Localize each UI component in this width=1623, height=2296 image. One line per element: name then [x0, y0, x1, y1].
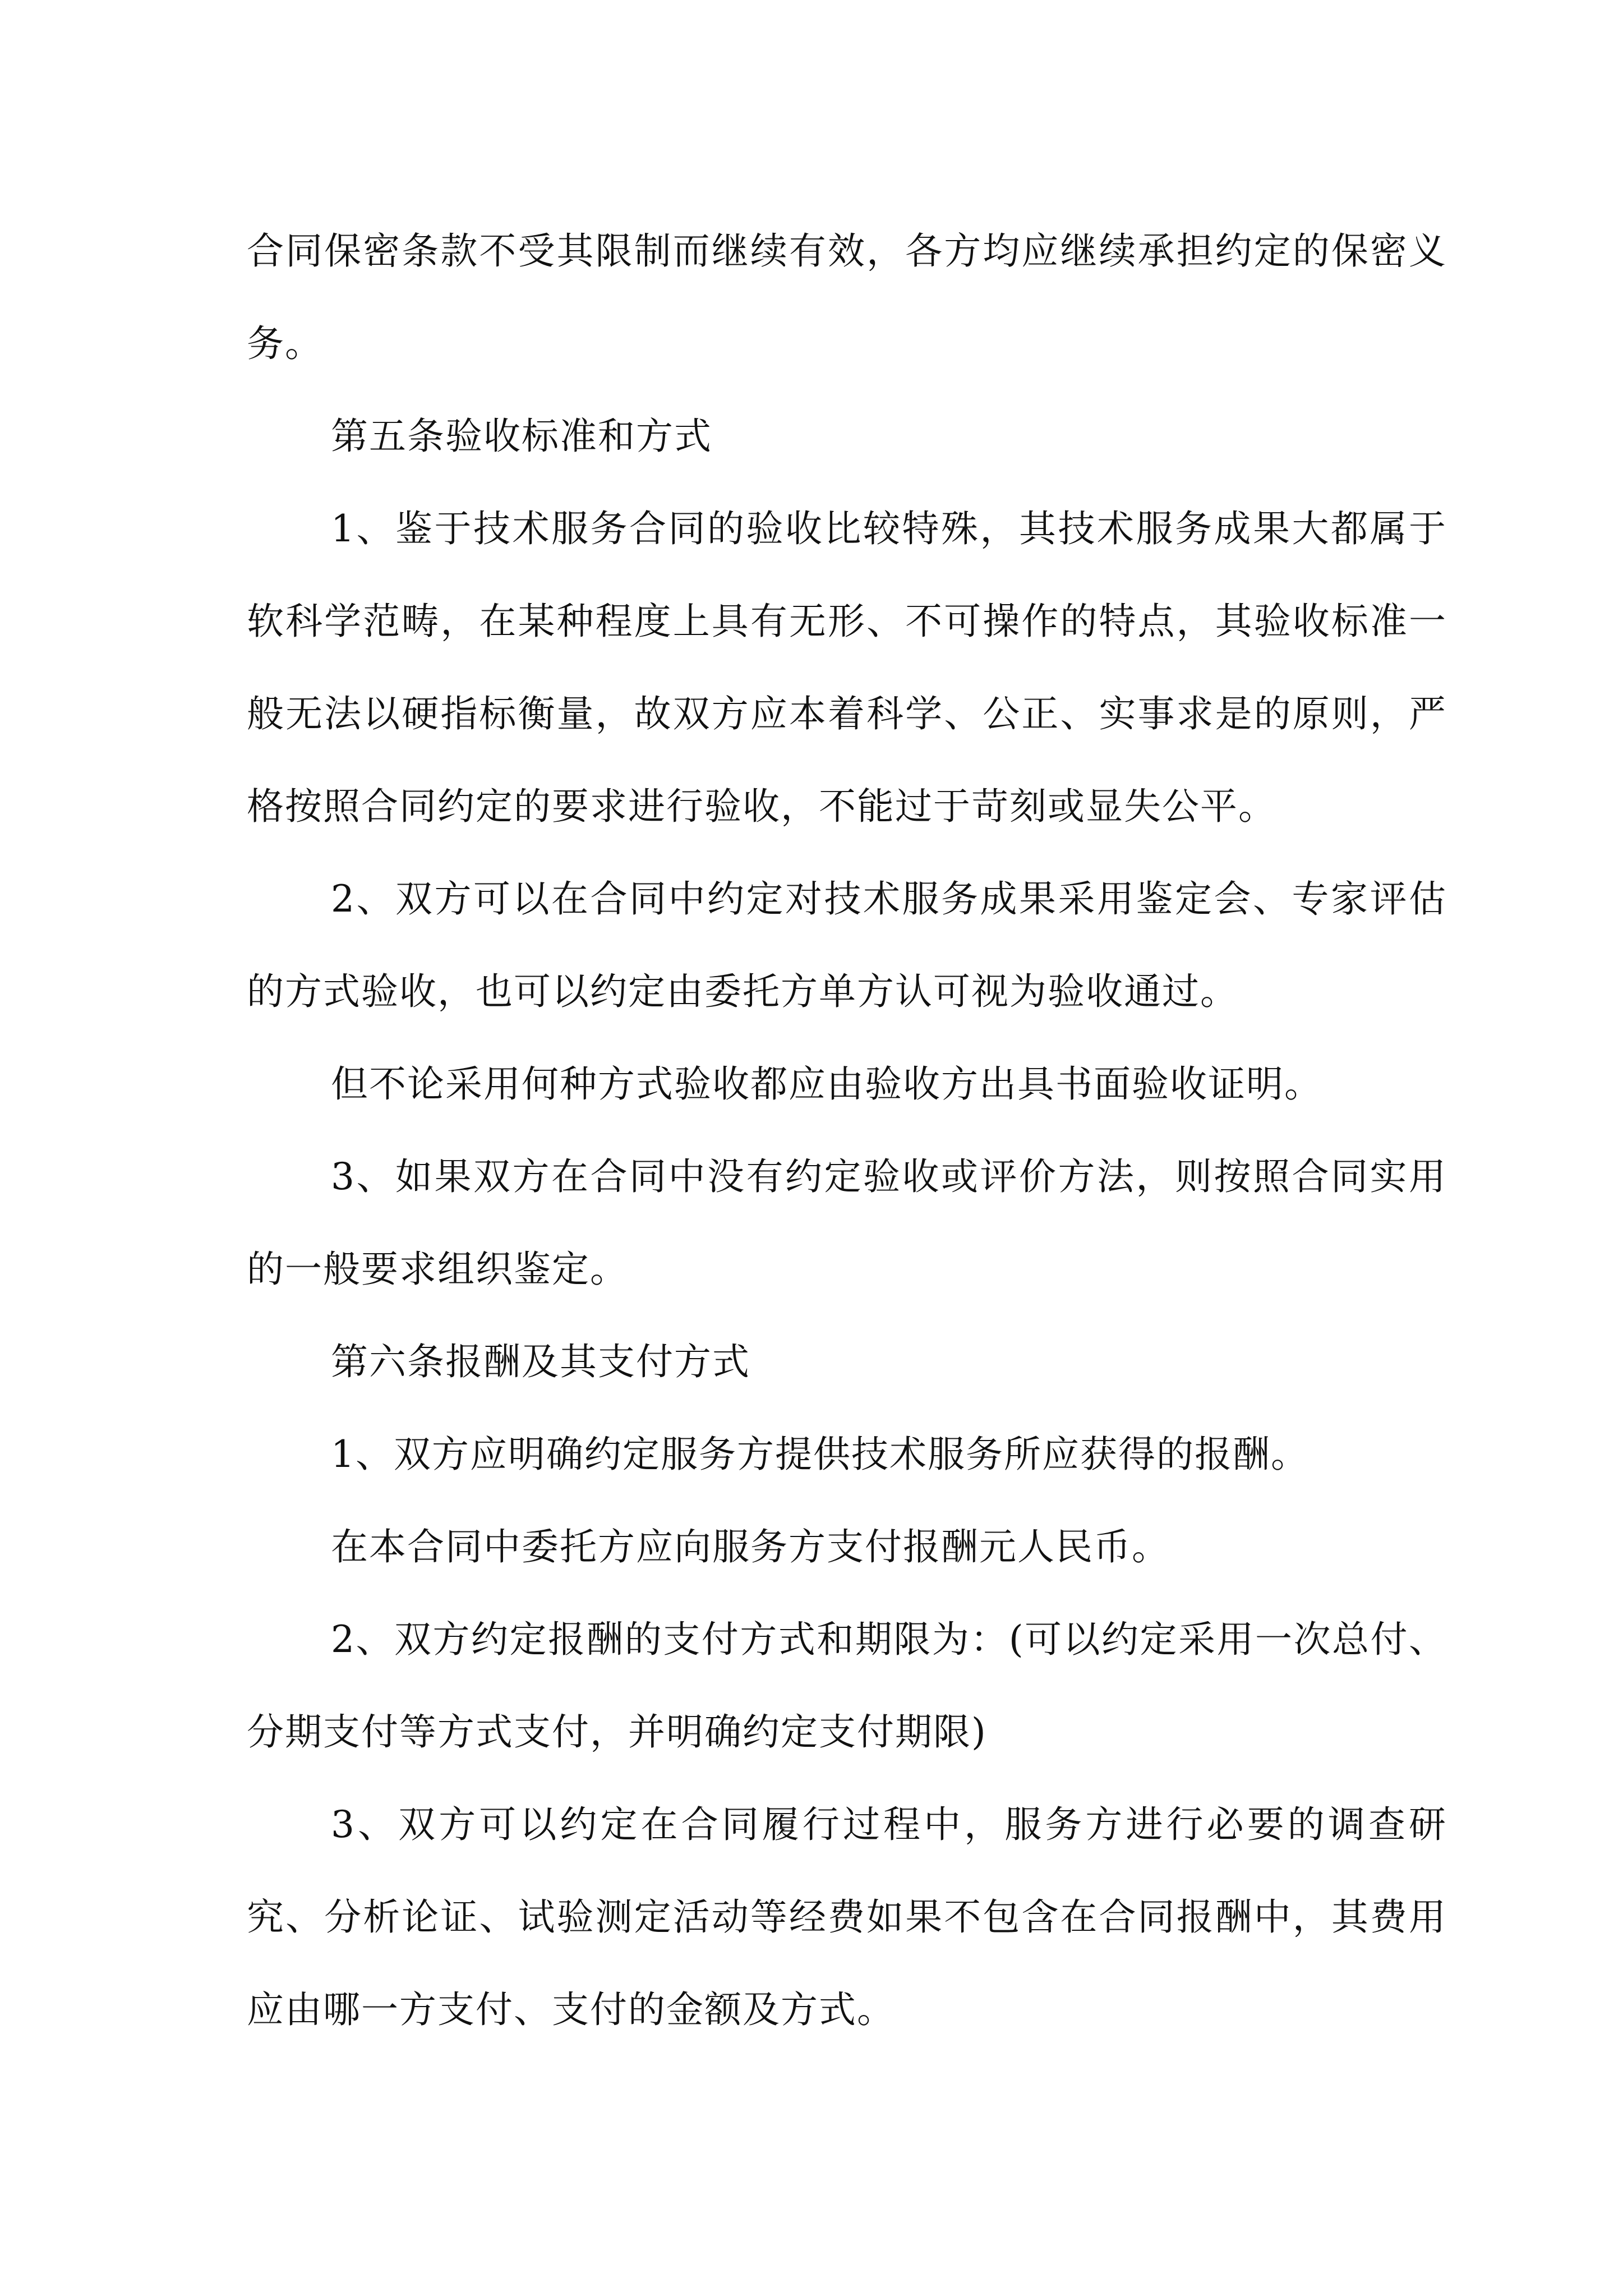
heading-article-5: 第五条验收标准和方式: [331, 415, 712, 458]
paragraph-article-6-item-3: 3、双方可以约定在合同履行过程中，服务方进行必要的调查研究、分析论证、试验测定活动等经费如果不包含在合同报酬中，其费用应由哪一方支付、支付的金额及方式。: [247, 1803, 1447, 2031]
document-page: [247, 205, 1447, 2056]
paragraph-article-5-item-3: 3、如果双方在合同中没有约定验收或评价方法，则按照合同实用的一般要求组织鉴定。: [247, 1155, 1447, 1291]
paragraph-article-5-item-1: 1、鉴于技术服务合同的验收比较特殊，其技术服务成果大都属于软科学范畴，在某种程度上具有无形、不可操作的特点，其验收标准一般无法以硬指标衡量，故双方应本着科学、公正、实事求是的原则，严格按照合同约定的要求进行验收，不能过于苛刻或显失公平。: [247, 507, 1447, 828]
paragraph-article-6-item-1: 1、双方应明确约定服务方提供技术服务所应获得的报酬。: [331, 1433, 1309, 1476]
heading-article-6: 第六条报酬及其支付方式: [331, 1340, 750, 1383]
paragraph-article-6-item-2: 2、双方约定报酬的支付方式和期限为：(可以约定采用一次总付、分期支付等方式支付，并明确约定支付期限): [247, 1618, 1447, 1754]
paragraph-article-5-item-2: 2、双方可以在合同中约定对技术服务成果采用鉴定会、专家评估的方式验收，也可以约定由委托方单方认可视为验收通过。: [247, 877, 1447, 1013]
paragraph-remuneration-amount: 在本合同中委托方应向服务方支付报酬元人民币。: [331, 1525, 1170, 1568]
paragraph-confidentiality-continuation: 合同保密条款不受其限制而继续有效，各方均应继续承担约定的保密义务。: [247, 229, 1447, 365]
paragraph-acceptance-certificate: 但不论采用何种方式验收都应由验收方出具书面验收证明。: [331, 1062, 1322, 1106]
